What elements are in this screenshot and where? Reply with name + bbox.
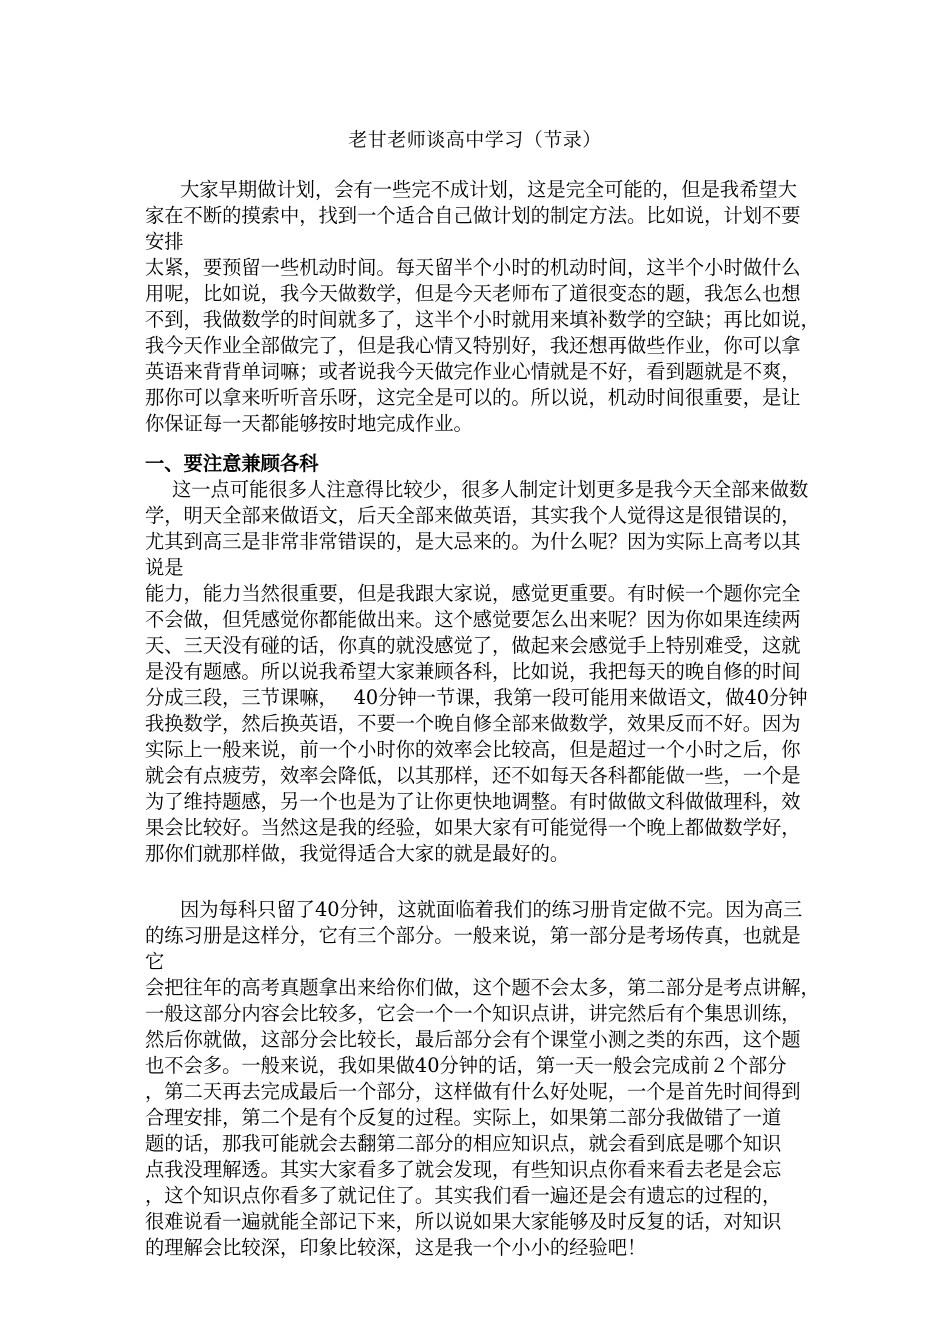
text-line: 家在不断的摸索中，找到一个适合自己做计划的制定方法。比如说，计划不要 bbox=[145, 204, 801, 227]
text-line: 英语来背背单词嘛；或者说我今天做完作业心情就是不好，看到题就是不爽， bbox=[145, 360, 801, 383]
text-line: 说是 bbox=[145, 556, 184, 579]
text-line: 的理解会比较深，印象比较深，这是我一个小小的经验吧！ bbox=[145, 1236, 647, 1259]
text-line: 很难说看一遍就能全部记下来，所以说如果大家能够及时反复的话，对知识 bbox=[145, 1210, 782, 1233]
text-line: 点我没理解透。其实大家看多了就会发现，有些知识点你看来看去老是会忘 bbox=[145, 1158, 782, 1181]
text-line: 大家早期做计划，会有一些完不成计划，这是完全可能的，但是我希望大 bbox=[180, 178, 797, 201]
text-line: 我换数学，然后换英语，不要一个晚自修全部来做数学，效果反而不好。因为 bbox=[145, 712, 801, 735]
text-line: 安排 bbox=[145, 230, 184, 253]
text-line: ，第二天再去完成最后一个部分，这样做有什么好处呢，一个是首先时间得到 bbox=[145, 1080, 801, 1103]
text-line: 不会做，但凭感觉你都能做出来。这个感觉要怎么出来呢？因为你如果连续两 bbox=[145, 608, 801, 631]
text-line: 题的话，那我可能就会去翻第二部分的相应知识点，就会看到底是哪个知识 bbox=[145, 1132, 782, 1155]
text-line: 然后你就做，这部分会比较长，最后部分会有个课堂小测之类的东西，这个题 bbox=[145, 1028, 801, 1051]
text-line: 这一点可能很多人注意得比较少，很多人制定计划更多是我今天全部来做数 bbox=[172, 478, 809, 501]
text-line: 分成三段，三节课嘛， 40分钟一节课，我第一段可能用来做语文，做40分钟 bbox=[145, 686, 808, 709]
text-line: 太紧，要预留一些机动时间。每天留半个小时的机动时间，这半个小时做什么 bbox=[145, 256, 801, 279]
text-line: 一般这部分内容会比较多，它会一个一个知识点讲，讲完然后有个集思训练， bbox=[145, 1002, 801, 1025]
text-line: 那你可以拿来听听音乐呀，这完全是可以的。所以说，机动时间很重要，是让 bbox=[145, 386, 801, 409]
text-line: 那你们就那样做，我觉得适合大家的就是最好的。 bbox=[145, 842, 570, 865]
text-line: 合理安排，第二个是有个反复的过程。实际上，如果第二部分我做错了一道 bbox=[145, 1106, 782, 1129]
text-line: 就会有点疲劳，效率会降低，以其那样，还不如每天各科都能做一些，一个是 bbox=[145, 764, 801, 787]
text-line: 为了维持题感，另一个也是为了让你更快地调整。有时做做文科做做理科，效 bbox=[145, 790, 801, 813]
text-line: 用呢，比如说，我今天做数学，但是今天老师布了道很变态的题，我怎么也想 bbox=[145, 282, 801, 305]
text-line: 的练习册是这样分，它有三个部分。一般来说，第一部分是考场传真，也就是 bbox=[145, 924, 801, 947]
document-title: 老甘老师谈高中学习（节录） bbox=[348, 129, 602, 151]
text-line: 天、三天没有碰的话，你真的就没感觉了，做起来会感觉手上特别难受，这就 bbox=[145, 634, 801, 657]
text-line: 会把往年的高考真题拿出来给你们做，这个题不会太多，第二部分是考点讲解， bbox=[145, 976, 820, 999]
text-line: 尤其到高三是非常非常错误的，是大忌来的。为什么呢？因为实际上高考以其 bbox=[145, 530, 801, 553]
text-line: 是没有题感。所以说我希望大家兼顾各科，比如说，我把每天的晚自修的时间 bbox=[145, 660, 801, 683]
text-line: 实际上一般来说，前一个小时你的效率会比较高，但是超过一个小时之后，你 bbox=[145, 738, 801, 761]
text-line: 果会比较好。当然这是我的经验，如果大家有可能觉得一个晚上都做数学好， bbox=[145, 816, 801, 839]
text-line: 能力，能力当然很重要，但是我跟大家说，感觉更重要。有时候一个题你完全 bbox=[145, 582, 801, 605]
text-line: 因为每科只留了40分钟，这就面临着我们的练习册肯定做不完。因为高三 bbox=[180, 898, 803, 921]
text-line: 你保证每一天都能够按时地完成作业。 bbox=[145, 412, 473, 435]
section-heading: 一、要注意兼顾各科 bbox=[145, 452, 319, 475]
text-line: 我今天作业全部做完了，但是我心情又特别好，我还想再做些作业，你可以拿 bbox=[145, 334, 801, 357]
text-line: 也不会多。一般来说，我如果做40分钟的话，第一天一般会完成前２个部分 bbox=[145, 1054, 787, 1077]
text-line: 它 bbox=[145, 950, 165, 973]
text-line: 不到，我做数学的时间就多了，这半个小时就用来填补数学的空缺；再比如说， bbox=[145, 308, 820, 331]
text-line: 学，明天全部来做语文，后天全部来做英语，其实我个人觉得这是很错误的， bbox=[145, 504, 801, 527]
text-line: ，这个知识点你看多了就记住了。其实我们看一遍还是会有遗忘的过程的， bbox=[145, 1184, 782, 1207]
